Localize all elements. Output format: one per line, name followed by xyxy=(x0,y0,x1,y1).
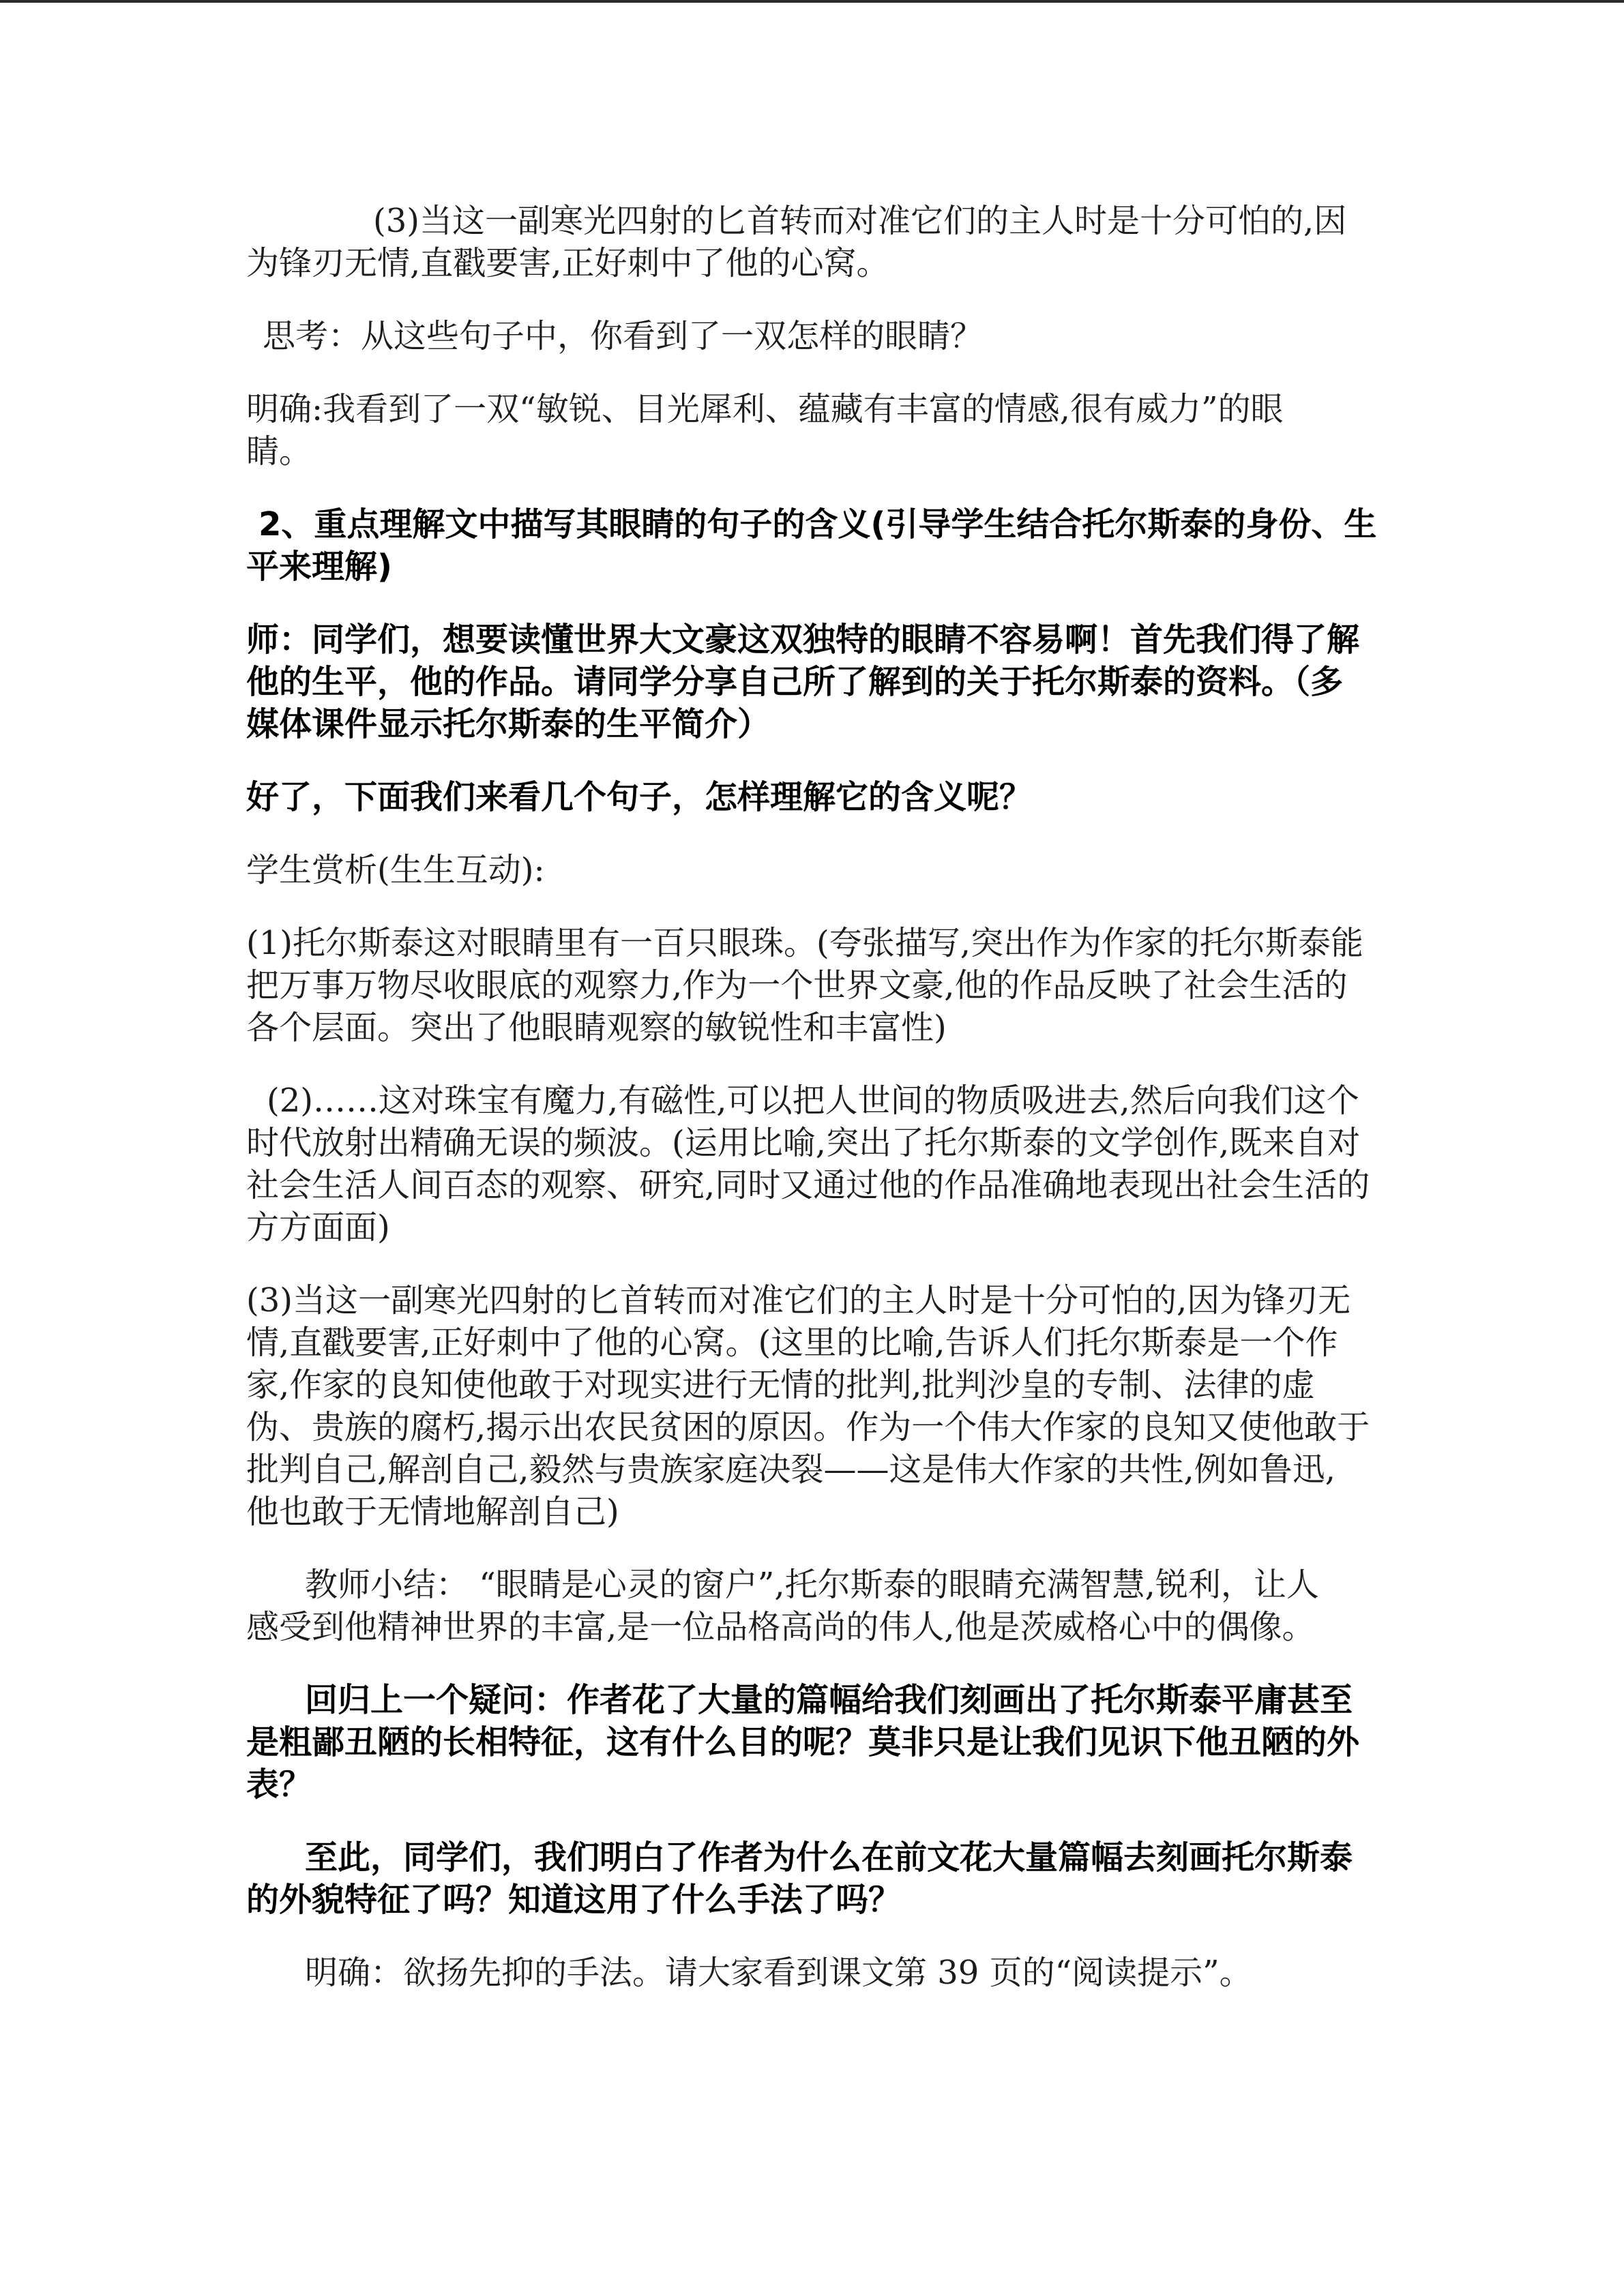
text-line: 至此，同学们，我们明白了作者为什么在前文花大量篇幅去刻画托尔斯泰 xyxy=(305,1838,1353,1877)
thinking-question xyxy=(246,315,1385,357)
text-line: 回归上一个疑问：作者花了大量的篇幅给我们刻画出了托尔斯泰平庸甚至 xyxy=(305,1681,1353,1719)
text-line: 他也敢于无情地解剖自己) xyxy=(246,1493,619,1531)
text-line: 思考：从这些句子中，你看到了一双怎样的眼睛？ xyxy=(263,317,984,355)
text-line: 为锋刃无情,直戳要害,正好刺中了他的心窝。 xyxy=(246,244,889,282)
text-line: 是粗鄙丑陋的长相特征，这有什么目的呢？莫非只是让我们见识下他丑陋的外 xyxy=(246,1723,1360,1761)
text-line: (1)托尔斯泰这对眼睛里有一百只眼珠。(夸张描写,突出作为作家的托尔斯泰能 xyxy=(246,924,1363,962)
text-line: 教师小结： “眼睛是心灵的窗户”,托尔斯泰的眼睛充满智慧,锐利，让人 xyxy=(305,1566,1319,1604)
text-line: (3)当这一副寒光四射的匕首转而对准它们的主人时是十分可怕的,因 xyxy=(373,202,1347,240)
teacher-introduction xyxy=(246,618,1385,745)
text-line: 好了，下面我们来看几个句子，怎样理解它的含义呢？ xyxy=(246,778,1033,816)
clarification-eyes xyxy=(246,388,1385,473)
section-heading-2 xyxy=(246,503,1385,588)
text-line: 的外貌特征了吗？知道这用了什么手法了吗？ xyxy=(246,1881,902,1919)
text-line: (2)……这对珠宝有魔力,有磁性,可以把人世间的物质吸进去,然后向我们这个 xyxy=(267,1082,1359,1120)
text-line: 学生赏析(生生互动): xyxy=(246,851,545,889)
analysis-sentence-2 xyxy=(246,1079,1385,1249)
technique-question xyxy=(246,1836,1385,1921)
text-line: (3)当这一副寒光四射的匕首转而对准它们的主人时是十分可怕的,因为锋刃无 xyxy=(246,1281,1351,1320)
clarification-technique xyxy=(246,1952,1385,1994)
text-line: 表？ xyxy=(246,1765,312,1804)
text-line: 各个层面。突出了他眼睛观察的敏锐性和丰富性) xyxy=(246,1009,947,1047)
text-line: 师：同学们，想要读懂世界大文豪这双独特的眼睛不容易啊！首先我们得了解 xyxy=(246,621,1360,659)
text-line: 媒体课件显示托尔斯泰的生平简介） xyxy=(246,705,771,743)
text-line: 他的生平，他的作品。请同学分享自己所了解到的关于托尔斯泰的资料。（多 xyxy=(246,663,1344,701)
text-line: 批判自己,解剖自己,毅然与贵族家庭决裂——这是伟大作家的共性,例如鲁迅, xyxy=(246,1450,1336,1489)
text-line: 2、重点理解文中描写其眼睛的句子的含义(引导学生结合托尔斯泰的身份、生 xyxy=(259,505,1377,543)
quoted-sentence-3 xyxy=(246,200,1385,284)
text-line: 感受到他精神世界的丰富,是一位品格高尚的伟人,他是茨威格心中的偶像。 xyxy=(246,1608,1315,1646)
analysis-sentence-1 xyxy=(246,922,1385,1049)
text-line: 伪、贵族的腐朽,揭示出农民贫困的原因。作为一个伟大作家的良知又使他敢于 xyxy=(246,1408,1370,1446)
text-line: 明确:我看到了一双“敏锐、目光犀利、蕴藏有丰富的情感,很有威力”的眼 xyxy=(246,390,1284,428)
text-line: 把万事万物尽收眼底的观察力,作为一个世界文豪,他的作品反映了社会生活的 xyxy=(246,966,1348,1004)
text-line: 方方面面) xyxy=(246,1208,390,1247)
text-line: 睛。 xyxy=(246,432,312,471)
student-analysis-label xyxy=(246,849,1385,891)
analysis-sentence-3 xyxy=(246,1279,1385,1533)
transition-prompt xyxy=(246,776,1385,818)
text-line: 情,直戳要害,正好刺中了他的心窝。(这里的比喻,告诉人们托尔斯泰是一个作 xyxy=(246,1324,1338,1362)
text-line: 时代放射出精确无误的频波。(运用比喻,突出了托尔斯泰的文学创作,既来自对 xyxy=(246,1124,1361,1162)
text-line: 平来理解) xyxy=(246,548,392,586)
page-top-border xyxy=(0,0,1624,3)
document-body xyxy=(246,200,1385,2025)
text-line: 明确：欲扬先抑的手法。请大家看到课文第 39 页的“阅读提示”。 xyxy=(305,1954,1252,1992)
teacher-summary xyxy=(246,1564,1385,1648)
text-line: 家,作家的良知使他敢于对现实进行无情的批判,批判沙皇的专制、法律的虚 xyxy=(246,1366,1315,1404)
returning-question xyxy=(246,1679,1385,1806)
text-line: 社会生活人间百态的观察、研究,同时又通过他的作品准确地表现出社会生活的 xyxy=(246,1166,1370,1204)
